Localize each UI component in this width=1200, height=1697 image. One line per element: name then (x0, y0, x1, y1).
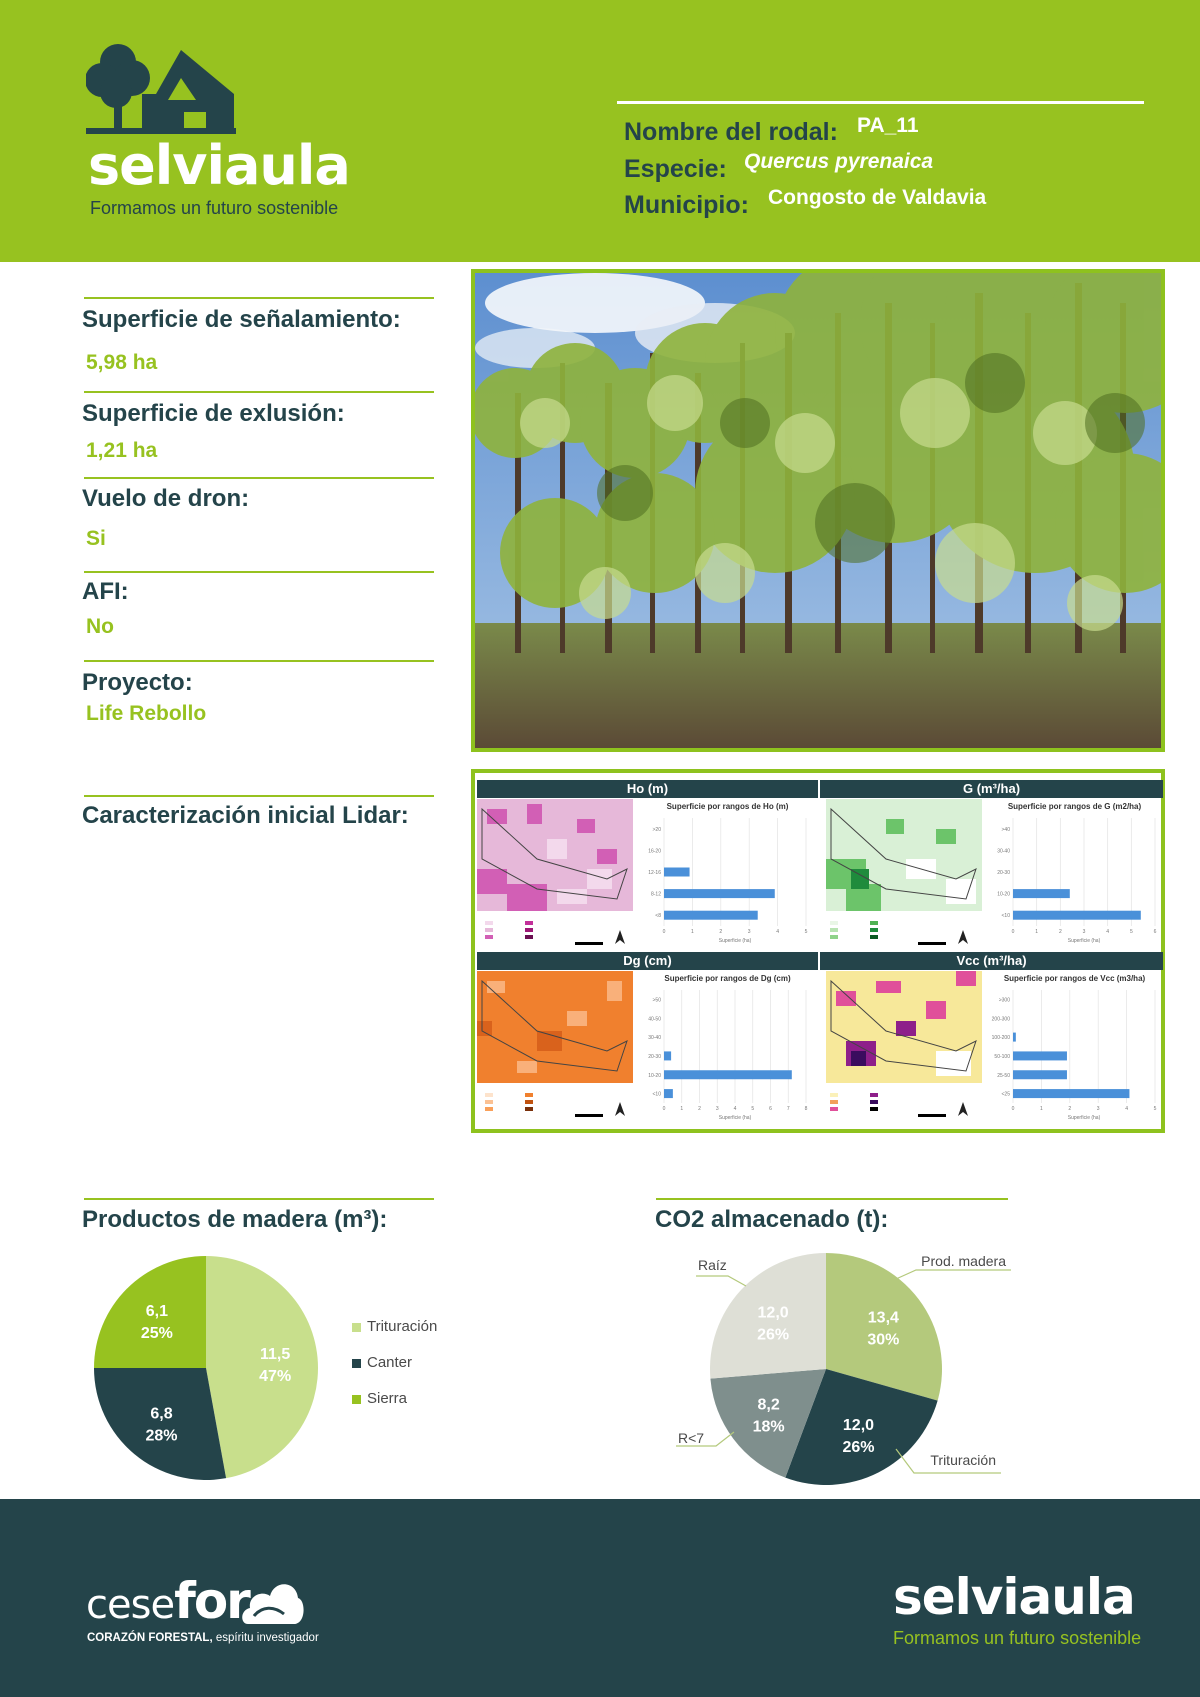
bar-tick-label: 4 (1125, 1106, 1128, 1112)
lidar-vcc-panel (820, 952, 1163, 1128)
bar-tick-label: 2 (1068, 1106, 1072, 1112)
g-legend (830, 917, 910, 947)
municipio-label: Municipio: (624, 191, 749, 219)
info-divider (84, 297, 434, 299)
rodal-value: PA_11 (857, 114, 919, 137)
bar-category-label: 50-100 (994, 1053, 1010, 1060)
superficie-exclusion-label: Superficie de exlusión: (82, 400, 345, 427)
bar-category-label: <8 (655, 913, 661, 920)
ho-chart-title: Superficie por rangos de Ho (m) (666, 802, 789, 811)
brand-tagline: Formamos un futuro sostenible (90, 198, 339, 218)
bar-category-label: 100-200 (991, 1035, 1010, 1042)
bar-tick-label: 3 (715, 1106, 719, 1112)
g-chart-title: Superficie por rangos de G (m2/ha) (1007, 802, 1142, 811)
bar-tick-label: 1 (691, 929, 694, 935)
vcc-bar-chart (991, 986, 1161, 1121)
wood-title: Productos de madera (m³): (82, 1206, 388, 1233)
co2-divider (656, 1198, 1008, 1200)
bar-tick-label: 3 (1082, 929, 1086, 935)
legend-label: Sierra (367, 1390, 408, 1407)
pie-value-label: 6,8 (150, 1405, 173, 1423)
pie-value-label: 12,0 (757, 1304, 789, 1322)
legend-trituracion (352, 1318, 437, 1335)
g-map-image (826, 799, 982, 911)
proyecto-value: Life Rebollo (86, 702, 207, 725)
bar-category-label: 30-40 (648, 1035, 661, 1042)
bar-tick-label: 0 (662, 1106, 666, 1112)
dg-chart-title: Superficie por rangos de Dg (cm) (664, 974, 791, 983)
bar-50-100 (1013, 1051, 1067, 1060)
g-map (826, 799, 982, 911)
bar-category-label: 12-16 (648, 870, 661, 876)
bar-<10 (664, 1089, 673, 1098)
bar-category-label: 20-30 (648, 1053, 661, 1060)
proyecto-label: Proyecto: (82, 669, 193, 696)
bar-tick-label: 1 (680, 1106, 684, 1112)
bar-tick-label: 6 (769, 1106, 772, 1112)
bar-category-label: 200-300 (991, 1016, 1010, 1023)
forest-photo-image (475, 273, 1161, 748)
ho-bar-chart (642, 814, 812, 944)
info-divider (84, 477, 434, 479)
pie-slice-canter (94, 1368, 226, 1480)
bar-tick-label: 1 (1035, 929, 1039, 935)
ho-scale-north-icon (575, 930, 635, 953)
bar-tick-label: 3 (1096, 1106, 1100, 1112)
lidar-ho-panel (477, 780, 818, 949)
vcc-chart-title: Superficie por rangos de Vcc (m3/ha) (1003, 974, 1146, 983)
pie-percent-label: 47% (259, 1367, 292, 1385)
cesefor-tagline-rest: espíritu investigador (212, 1632, 319, 1644)
legend-label: Trituración (367, 1318, 438, 1335)
footer-brand-tagline: Formamos un futuro sostenible (893, 1628, 1142, 1648)
cesefor-name-bold: for (174, 1572, 249, 1630)
bar-8-12 (664, 889, 775, 898)
ho-map (477, 799, 633, 911)
especie-value: Quercus pyrenaica (744, 150, 934, 173)
bar-category-label: 10-20 (997, 891, 1010, 898)
bar-100-200 (1013, 1033, 1016, 1042)
lidar-vcc-header: Vcc (m³/ha) (820, 952, 1163, 970)
municipio-value: Congosto de Valdavia (768, 186, 987, 209)
afi-label: AFI: (82, 578, 129, 605)
footer-brand-name: selviaula (893, 1568, 1135, 1626)
bar-tick-label: 8 (804, 1106, 808, 1112)
bar-tick-label: 0 (1011, 1106, 1015, 1112)
bar-category-label: 16-20 (648, 848, 661, 855)
lidar-dg-header: Dg (cm) (477, 952, 818, 970)
dg-scale-north-icon (575, 1102, 635, 1125)
info-divider (84, 660, 434, 662)
vuelo-dron-label: Vuelo de dron: (82, 485, 250, 512)
vcc-scale-north-icon (918, 1102, 978, 1125)
bar-tick-label: 7 (786, 1106, 790, 1112)
vuelo-dron-value: Si (86, 527, 106, 550)
lidar-dg-panel (477, 952, 818, 1128)
bar-tick-label: 6 (1153, 929, 1157, 935)
ho-legend (485, 917, 565, 947)
pie-percent-label: 30% (867, 1331, 900, 1349)
bar-<8 (664, 911, 758, 920)
bar-category-label: <10 (1001, 913, 1010, 920)
pie-percent-label: 28% (145, 1427, 178, 1445)
bar-category-label: >50 (652, 997, 661, 1004)
bar-category-label: >300 (998, 997, 1010, 1004)
bar-category-label: >20 (652, 826, 661, 833)
bar-10-20 (664, 1070, 792, 1079)
bar-<10 (1013, 911, 1141, 920)
rodal-label: Nombre del rodal: (624, 118, 838, 146)
bar-category-label: >40 (1001, 826, 1010, 833)
bar-tick-label: 1 (1040, 1106, 1043, 1112)
lidar-g-panel (820, 780, 1163, 949)
cesefor-cloud-icon (240, 1572, 306, 1628)
pie-percent-label: 18% (752, 1418, 785, 1436)
bar-axis-label: Superficie (ha) (1067, 938, 1101, 944)
forest-photo (471, 269, 1165, 752)
vcc-legend (830, 1089, 910, 1119)
pie-value-label: 13,4 (867, 1309, 899, 1327)
bar-tick-label: 2 (698, 1106, 701, 1112)
cesefor-name-plain: cese (86, 1582, 175, 1628)
cesefor-tagline (87, 1632, 319, 1644)
bar-category-label: 8-12 (650, 891, 661, 898)
bar-category-label: 20-30 (997, 870, 1010, 876)
pie-category-label: Prod. madera (921, 1253, 1006, 1269)
pie-callout-line (896, 1270, 1011, 1279)
wood-divider (84, 1198, 434, 1200)
brand-name: selviaula (88, 134, 350, 197)
legend-label: Canter (367, 1354, 413, 1371)
lidar-g-header: G (m³/ha) (820, 780, 1163, 798)
afi-value: No (86, 615, 114, 638)
wood-pie-chart (86, 1248, 326, 1488)
info-divider (84, 391, 434, 393)
dg-bar-chart (642, 986, 812, 1121)
bar-tick-label: 4 (776, 929, 779, 935)
legend-swatch (352, 1359, 361, 1368)
vcc-map-image (826, 971, 982, 1083)
vcc-map (826, 971, 982, 1083)
bar-20-30 (664, 1051, 671, 1060)
bar-tick-label: 3 (747, 929, 751, 935)
cesefor-tagline-bold: CORAZÓN FORESTAL, (87, 1632, 213, 1644)
bar-tick-label: 2 (1058, 929, 1062, 935)
header-divider (617, 101, 1144, 104)
ho-map-image (477, 799, 633, 911)
bar-category-label: <25 (1001, 1091, 1010, 1098)
bar-tick-label: 5 (1153, 1106, 1157, 1112)
bar-tick-label: 4 (1106, 929, 1110, 935)
co2-pie-chart (656, 1244, 1016, 1494)
pie-percent-label: 25% (140, 1324, 173, 1342)
cesefor-logo (86, 1572, 249, 1630)
especie-label: Especie: (624, 155, 727, 183)
legend-swatch (352, 1323, 361, 1332)
bar-tick-label: 5 (751, 1106, 755, 1112)
pie-percent-label: 26% (757, 1326, 790, 1344)
bar-category-label: 10-20 (648, 1072, 661, 1079)
bar-tick-label: 0 (662, 929, 666, 935)
lidar-panel (471, 769, 1165, 1133)
pie-value-label: 6,1 (145, 1302, 169, 1320)
pie-percent-label: 26% (842, 1439, 875, 1457)
legend-swatch (352, 1395, 361, 1404)
legend-canter (352, 1354, 412, 1371)
pie-value-label: 12,0 (842, 1417, 875, 1435)
lidar-ho-header: Ho (m) (477, 780, 818, 798)
bar-12-16 (664, 868, 690, 877)
legend-sierra (352, 1390, 407, 1407)
bar-category-label: 30-40 (997, 848, 1010, 855)
dg-map (477, 971, 633, 1083)
bar-category-label: 25-50 (997, 1072, 1010, 1079)
bar-axis-label: Superficie (ha) (718, 938, 752, 944)
pie-category-label: Raíz (698, 1257, 727, 1273)
superficie-exclusion-value: 1,21 ha (86, 439, 158, 462)
g-bar-chart (991, 814, 1161, 944)
bar-axis-label: Superficie (ha) (1067, 1115, 1101, 1121)
pie-callout-line (696, 1276, 746, 1286)
superficie-senalamiento-label: Superficie de señalamiento: (82, 306, 401, 333)
co2-title: CO2 almacenado (t): (655, 1206, 889, 1233)
bar-category-label: <10 (652, 1091, 661, 1098)
superficie-senalamiento-value: 5,98 ha (86, 351, 158, 374)
lidar-divider (84, 795, 434, 797)
lidar-title: Caracterización inicial Lidar: (82, 802, 409, 829)
bar-tick-label: 4 (733, 1106, 737, 1112)
g-scale-north-icon (918, 930, 978, 953)
dg-map-image (477, 971, 633, 1083)
bar-tick-label: 0 (1011, 929, 1015, 935)
bar-10-20 (1013, 889, 1070, 898)
info-divider (84, 571, 434, 573)
bar-axis-label: Superficie (ha) (718, 1115, 752, 1121)
dg-legend (485, 1089, 565, 1119)
bar-tick-label: 5 (1129, 929, 1133, 935)
selviaula-logo-icon (86, 42, 236, 134)
pie-value-label: 11,5 (260, 1345, 291, 1363)
pie-category-label: Trituración (930, 1452, 996, 1468)
bar-<25 (1013, 1089, 1129, 1098)
pie-category-label: R<7 (678, 1430, 705, 1446)
bar-category-label: 40-50 (648, 1016, 661, 1023)
bar-tick-label: 2 (719, 929, 723, 935)
bar-tick-label: 5 (804, 929, 808, 935)
pie-value-label: 8,2 (757, 1396, 780, 1414)
bar-25-50 (1013, 1070, 1067, 1079)
